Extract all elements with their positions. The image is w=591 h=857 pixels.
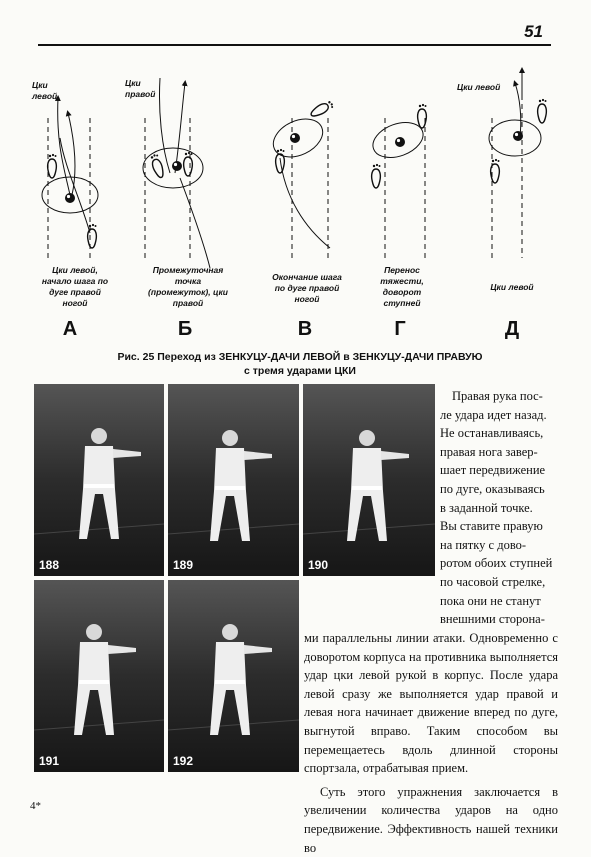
panel-caption-c: Окончание шага по дуге правой ногой: [272, 272, 342, 304]
panel-letter-a: А: [62, 318, 78, 340]
narrow-line: по дуге, оказываясь: [440, 481, 545, 496]
top-rule: [38, 44, 551, 46]
photo-192: [168, 580, 299, 772]
panel-letter-d: Д: [504, 318, 520, 340]
panel-d-diagram: [489, 68, 547, 258]
photo-191-image: [34, 580, 164, 772]
photo-188: [34, 384, 164, 576]
paragraph-2: Суть этого упражнения заключается в увеличении количества ударов на одно передвижение. Эффективность нашей техники во: [304, 784, 558, 855]
narrow-line: Вы ставите правую: [440, 519, 543, 534]
annotation-a: Цки левой: [32, 80, 58, 101]
narrow-line: пока они не станут: [440, 593, 541, 608]
narrow-line: по часовой стрелке,: [440, 574, 546, 589]
narrow-line: в заданной точке.: [440, 500, 533, 515]
narrow-text-column: [440, 387, 558, 629]
photo-189-image: [168, 384, 299, 576]
panel-caption-g: Перенос тяжести, доворот ступней: [380, 265, 424, 308]
narrow-line: на пятку с дово-: [440, 537, 527, 552]
panel-caption-b: Промежуточная точка (промежуток), цки правой: [148, 265, 228, 308]
photo-number-188: 188: [39, 558, 60, 572]
paragraph-1: ми параллельны линии атаки. Одновременно с доворотом корпуса на противника выполняется удар цки левой рукой в корпус. После удара левой сразу же выполняется удар правой и левая нога начинает движение вперед по дуге, выгнутой вправо. Таким способом вы перемещаетесь вдоль длинной стороны спортзала, отрабатывая прием.: [304, 631, 558, 776]
narrow-line: Не останавливаясь,: [440, 426, 544, 441]
panel-caption-a: Цки левой, начало шага по дуге правой ногой: [41, 265, 109, 308]
figure-caption-line1: Рис. 25 Переход из ЗЕНКУЦУ-ДАЧИ ЛЕВОЙ в ЗЕНКУЦУ-ДАЧИ ПРАВУЮ: [117, 351, 483, 363]
narrow-line: ротом обоих ступней: [440, 556, 553, 571]
panel-caption-d: Цки левой: [490, 282, 534, 292]
photo-188-image: [34, 384, 164, 576]
photo-number-191: 191: [39, 754, 60, 768]
photo-number-189: 189: [173, 558, 194, 572]
photo-number-190: 190: [308, 558, 329, 572]
panel-letter-g: Г: [394, 318, 406, 340]
panel-letter-b: Б: [177, 318, 193, 340]
panel-b-diagram: [143, 78, 210, 268]
photo-191: [34, 580, 164, 772]
photo-192-image: [168, 580, 299, 772]
panel-letter-c: В: [297, 318, 313, 340]
photo-190-image: [303, 384, 435, 576]
annotation-b: Цки правой: [125, 78, 156, 99]
narrow-line: внешними сторона-: [440, 612, 545, 627]
figure-caption-line2: с тремя ударами ЦКИ: [244, 365, 356, 377]
footer-signature: 4*: [30, 800, 41, 812]
panel-c-diagram: [267, 99, 334, 258]
narrow-line: ле удара идет назад.: [440, 407, 547, 422]
photo-number-192: 192: [173, 754, 194, 768]
annotation-d: Цки левой: [457, 82, 501, 92]
photo-190: [303, 384, 435, 576]
narrow-line: Правая рука пос-: [452, 389, 543, 403]
panel-g-diagram: [368, 104, 428, 258]
wide-text-column: [304, 629, 558, 857]
figure-caption: [40, 350, 560, 378]
panel-a-diagram: [42, 98, 98, 258]
narrow-line: правая нога завер-: [440, 444, 538, 459]
page-number: 51: [524, 22, 543, 41]
photo-189: [168, 384, 299, 576]
narrow-line: шает передвижение: [440, 463, 546, 478]
